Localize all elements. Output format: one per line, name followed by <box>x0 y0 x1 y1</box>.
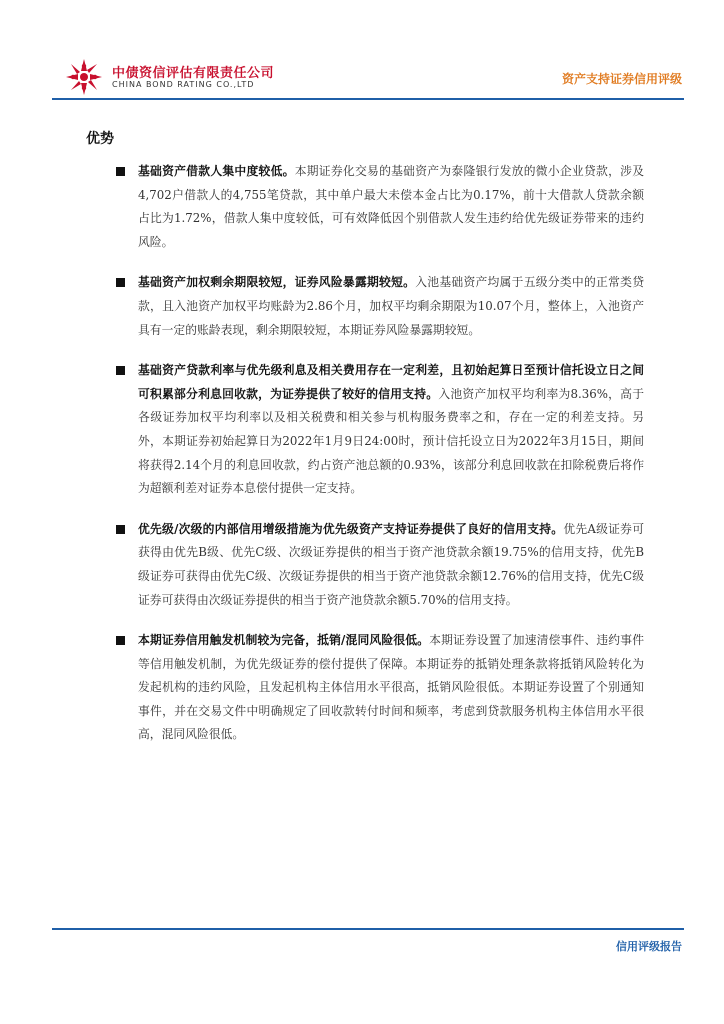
company-name-en: CHINA BOND RATING CO.,LTD <box>112 80 255 89</box>
item-text: 入池资产加权平均利率为8.36%，高于各级证券加权平均利率以及相关税费和相关参与机构服务费率之和，存在一定的利差支持。另外，本期证券初始起算日为2022年1月9日24:00时，预计信托设立日为2022年3月15日，期间将获得2.14个月的利息回收款，约占资产池总额的0.93%，该部分利息回收款在扣除税费后将作为超额利差对证券本息偿付提供一定支持。 <box>138 386 644 496</box>
square-bullet-icon <box>116 525 125 534</box>
list-item <box>110 518 644 612</box>
item-lead: 基础资产贷款利率与优先级利息及相关费用存在一定利差，且初始起算日至预计信托设立日之间可积累部分利息回收款，为证券提供了较好的信用支持。 <box>138 363 644 401</box>
company-logo-icon <box>64 57 104 97</box>
section-title: 优势 <box>86 131 114 147</box>
square-bullet-icon <box>116 636 125 645</box>
advantages-list <box>110 160 644 764</box>
footer-divider <box>52 928 684 930</box>
square-bullet-icon <box>116 167 125 176</box>
item-text: 入池基础资产均属于五级分类中的正常类贷款，且入池资产加权平均账龄为2.86个月，加权平均剩余期限为10.07个月，整体上，入池资产具有一定的账龄表现，剩余期限较短，本期证券风险暴露期较短。 <box>138 275 644 337</box>
header-divider <box>52 98 684 100</box>
item-lead: 优先级/次级的内部信用增级措施为优先级资产支持证券提供了良好的信用支持。 <box>138 521 564 536</box>
company-name-cn: 中债资信评估有限责任公司 <box>112 66 275 81</box>
item-text: 本期证券设置了加速清偿事件、违约事件等信用触发机制，为优先级证券的偿付提供了保障。本期证券的抵销处理条款将抵销风险转化为发起机构的违约风险，且发起机构主体信用水平很高，抵销风险很低。本期证券设置了个别通知事件，并在交易文件中明确规定了回收款转付时间和频率，考虑到贷款服务机构主体信用水平很高，混同风险很低。 <box>138 633 644 742</box>
list-item <box>110 629 644 747</box>
item-lead: 基础资产借款人集中度较低。 <box>138 164 295 178</box>
item-text: 本期证券化交易的基础资产为泰隆银行发放的微小企业贷款，涉及4,702户借款人的4,755笔贷款，其中单户最大未偿本金占比为0.17%，前十大借款人贷款余额占比为1.72%，借款人集中度较低，可有效降低因个别借款人发生违约给优先级证券带来的违约风险。 <box>138 164 644 249</box>
item-lead: 本期证券信用触发机制较为完备，抵销/混同风险很低。 <box>138 633 430 648</box>
item-text: 优先A级证券可获得由优先B级、优先C级、次级证券提供的相当于资产池贷款余额19.75%的信用支持，优先B级证券可获得由优先C级、次级证券提供的相当于资产池贷款余额12.76%的信用支持，优先C级证券可获得由次级证券提供的相当于资产池贷款余额5.70%的信用支持。 <box>138 521 644 607</box>
list-item <box>110 271 644 342</box>
item-lead: 基础资产加权剩余期限较短，证券风险暴露期较短。 <box>138 275 416 290</box>
page-header <box>0 0 724 100</box>
list-item <box>110 359 644 501</box>
report-section-title: 资产支持证券信用评级 <box>561 72 682 86</box>
square-bullet-icon <box>116 278 125 287</box>
list-item <box>110 160 644 254</box>
square-bullet-icon <box>116 366 125 375</box>
footer-label: 信用评级报告 <box>616 940 682 953</box>
